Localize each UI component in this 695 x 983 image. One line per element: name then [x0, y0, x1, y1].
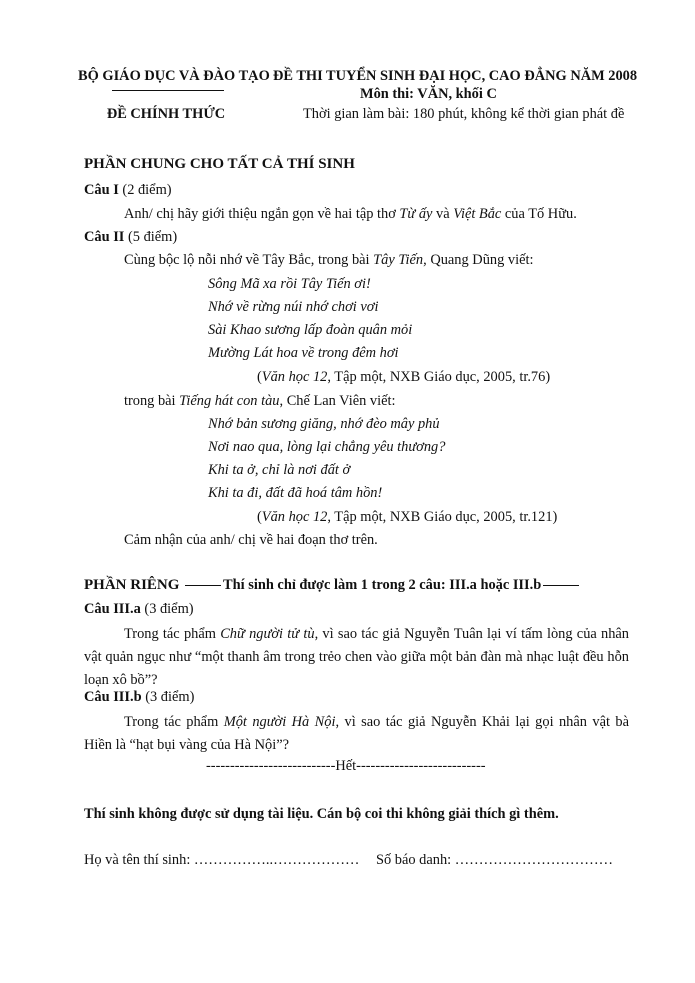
q2-intro1: [124, 252, 533, 269]
poem2-line: Khi ta ở, chỉ là nơi đất ở: [208, 462, 351, 478]
dash-rule: [185, 585, 221, 586]
part1-title: PHẦN CHUNG CHO TẤT CẢ THÍ SINH: [84, 156, 355, 172]
q1-text-a: Anh/ chị hãy giới thiệu ngắn gọn về hai tập thơ: [124, 206, 400, 222]
q1-text-b: và: [432, 206, 454, 222]
q3b-label: Câu III.b: [84, 689, 142, 705]
poem2-line: Nhớ bản sương giăng, nhớ đèo mây phủ: [208, 416, 440, 432]
q2-intro1-b: , Quang Dũng viết:: [423, 252, 534, 268]
dash-rule: [543, 585, 579, 586]
q3b-points: (3 điểm): [145, 689, 195, 705]
exam-title: ĐỀ THI TUYỂN SINH ĐẠI HỌC, CAO ĐẲNG NĂM 2008: [273, 68, 638, 84]
q1-label: Câu I: [84, 182, 119, 198]
q2-intro2-b: , Chế Lan Viên viết:: [279, 393, 396, 409]
q3b-text-a: Trong tác phẩm: [124, 714, 224, 730]
q2-intro2: [124, 393, 395, 410]
poem1-line: Mường Lát hoa về trong đêm hơi: [208, 345, 399, 361]
src2-rest: , Tập một, NXB Giáo dục, 2005, tr.121): [327, 509, 558, 525]
candidate-name-field: Họ và tên thí sinh: ……………..………………: [84, 852, 360, 868]
q3a-work: Chữ người tử tù: [220, 626, 315, 642]
q1-work1: Từ ấy: [399, 206, 433, 222]
q2-label: Câu II: [84, 229, 125, 245]
q2-intro2-work: Tiếng hát con tàu: [179, 393, 280, 409]
q1-text-c: của Tố Hữu.: [501, 206, 577, 222]
end-mark: ---------------------------Hết---------------------------: [206, 758, 486, 774]
exam-subject: Môn thi: VĂN, khối C: [360, 86, 497, 102]
q3a-points: (3 điểm): [144, 601, 194, 617]
part2-instruction: Thí sinh chỉ được làm 1 trong 2 câu: III.a hoặc III.b: [223, 577, 542, 593]
exam-duration: Thời gian làm bài: 180 phút, không kể thời gian phát đề: [303, 106, 625, 122]
q2-task: Cảm nhận của anh/ chị về hai đoạn thơ trên.: [124, 532, 378, 548]
q2-intro1-a: Cùng bộc lộ nỗi nhớ về Tây Bắc, trong bài: [124, 252, 374, 268]
q3a-heading: [84, 601, 194, 618]
q3b-work: Một người Hà Nội: [223, 714, 336, 730]
q3b-heading: [84, 689, 194, 706]
q3a-label: Câu III.a: [84, 601, 141, 617]
official-label: ĐỀ CHÍNH THỨC: [106, 106, 226, 122]
q3a-text-b: , vì sao tác giả Nguyễn Tuân lại ví tấm lòng của nhân vật quản ngục như “một thanh âm trong trẻo chen vào giữa một bản đàn mà nhạc luật đều hỗn loạn xô bồ”?: [84, 626, 630, 688]
q1-work2: Việt Bắc: [453, 206, 502, 222]
q3a-text-a: Trong tác phẩm: [124, 626, 221, 642]
candidate-id-field: Số báo danh: ……………………………: [376, 852, 614, 868]
header-underline: [112, 90, 224, 91]
poem2-line: Nơi nao qua, lòng lại chẳng yêu thương?: [208, 439, 446, 455]
q3b-text: [84, 711, 629, 757]
q1-text: [124, 206, 577, 223]
part2-title: PHẦN RIÊNG: [84, 577, 180, 593]
q2-points: (5 điểm): [128, 229, 178, 245]
part2-heading: [84, 577, 581, 594]
q2-intro2-a: trong bài: [124, 393, 180, 409]
poem1-line: Nhớ về rừng núi nhớ chơi vơi: [208, 299, 379, 315]
q2-intro1-work: Tây Tiến: [373, 252, 424, 268]
ministry-name: BỘ GIÁO DỤC VÀ ĐÀO TẠO: [78, 68, 270, 84]
src2-work: Văn học 12: [261, 509, 328, 525]
footer-note: Thí sinh không được sử dụng tài liệu. Cán bộ coi thi không giải thích gì thêm.: [84, 806, 559, 822]
q3b-text-b: , vì sao tác giả Nguyễn Khải lại gọi nhân vật bà Hiền là “hạt bụi vàng của Hà Nội”?: [84, 714, 629, 753]
q2-heading: [84, 229, 177, 246]
q3a-text: [84, 623, 629, 692]
poem2-line: Khi ta đi, đất đã hoá tâm hồn!: [208, 485, 383, 501]
q1-heading: [84, 182, 172, 199]
src1-open: (: [257, 369, 262, 385]
poem1-line: Sài Khao sương lấp đoàn quân mỏi: [208, 322, 413, 338]
src1-rest: , Tập một, NXB Giáo dục, 2005, tr.76): [327, 369, 551, 385]
q1-points: (2 điểm): [122, 182, 172, 198]
src1-work: Văn học 12: [261, 369, 328, 385]
src2-open: (: [257, 509, 262, 525]
poem2-source: [257, 509, 557, 526]
poem1-source: [257, 369, 550, 386]
poem1-line: Sông Mã xa rồi Tây Tiến ơi!: [208, 276, 371, 292]
